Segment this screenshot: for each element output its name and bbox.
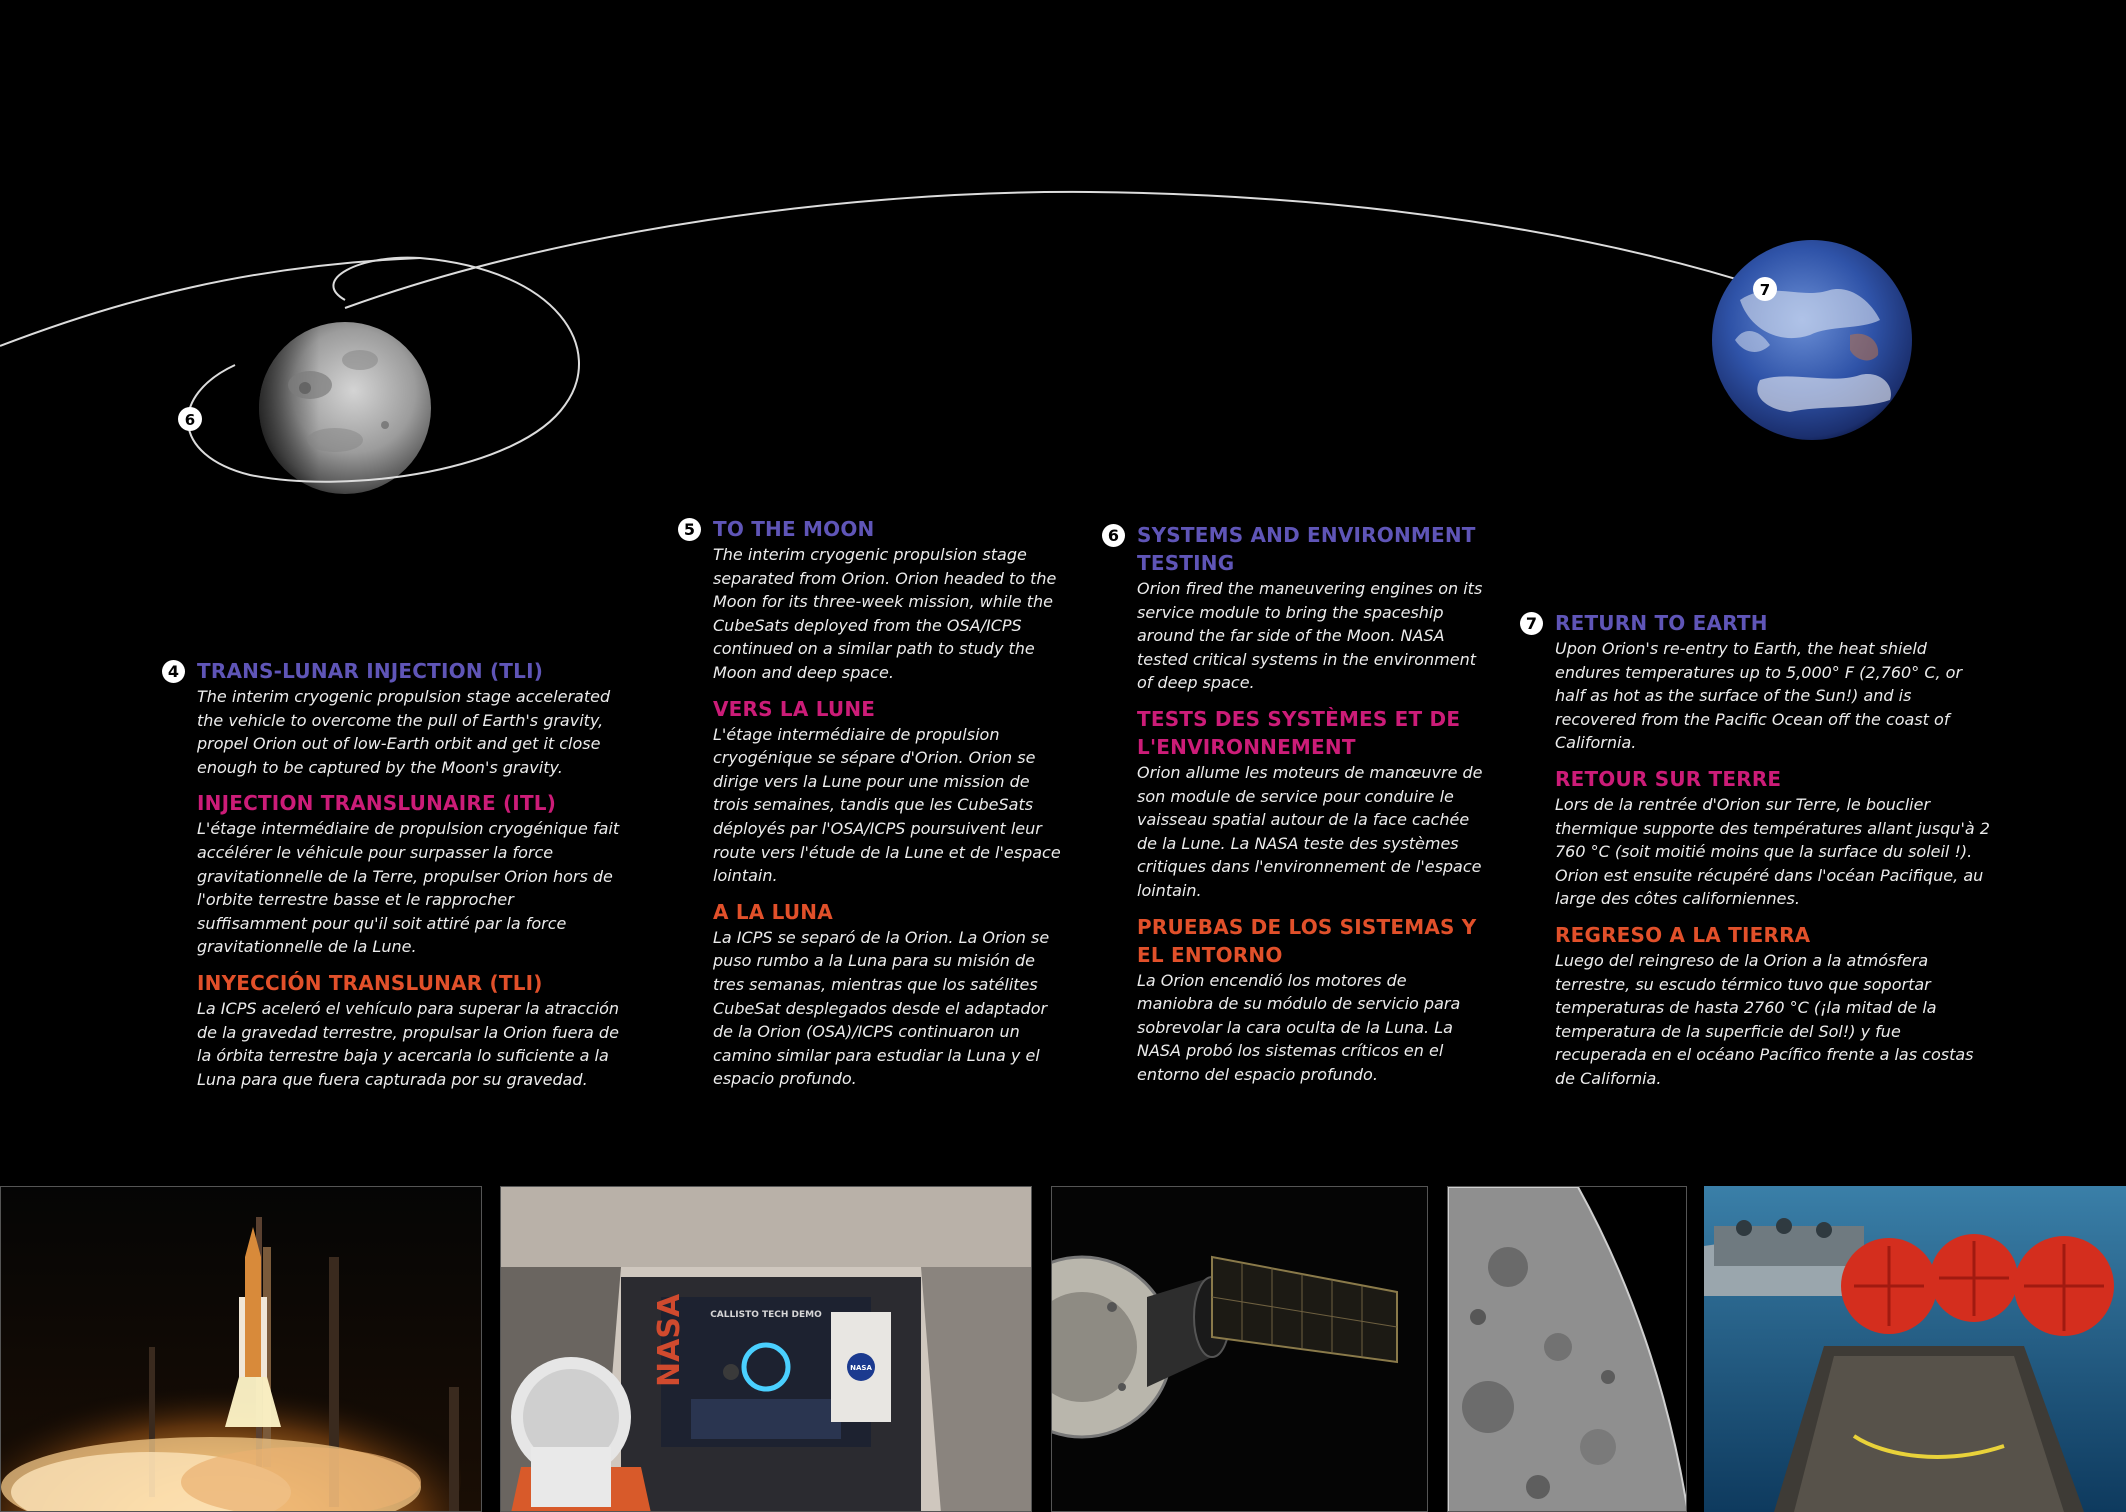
earth-image bbox=[1712, 240, 1912, 440]
heading-english: RETURN TO EARTH bbox=[1555, 611, 1768, 635]
step-number-badge: 6 bbox=[1102, 524, 1125, 547]
section-header bbox=[1525, 609, 1995, 637]
photo-lunar-surface bbox=[1447, 1186, 1687, 1512]
heading-spanish: INYECCIÓN TRANSLUNAR (TLI) bbox=[197, 970, 543, 995]
heading-french: TESTS DES SYSTÈMES ET DE L'ENVIRONNEMENT bbox=[1137, 706, 1461, 759]
svg-text:7: 7 bbox=[1759, 281, 1771, 299]
heading-spanish: A LA LUNA bbox=[713, 899, 833, 924]
marker-7-diagram bbox=[1753, 277, 1777, 301]
cabin-side-logo: NASA bbox=[652, 1293, 687, 1387]
heading-french: INJECTION TRANSLUNAIRE (ITL) bbox=[197, 791, 557, 816]
section-header bbox=[683, 515, 1063, 543]
photo-orion-ocean-recovery bbox=[1704, 1186, 2126, 1512]
text-english: The interim cryogenic propulsion stage separated from Orion. Orion headed to the Moon for its three-week mission, while the CubeSats deployed from the OSA/ICPS continued on a similar path to study the Moon and deep space. bbox=[713, 545, 1057, 682]
text-french: Lors de la rentrée d'Orion sur Terre, le bouclier thermique supporte des températures allant jusqu'à 2 760 °C (soit moitié moins que la surface du soleil !). Orion est ensuite récupéré dans l'océan Pacifique, au large des côtes californiennes. bbox=[1555, 794, 1990, 909]
photo-orion-service-module bbox=[1051, 1186, 1428, 1512]
heading-french: RETOUR SUR TERRE bbox=[1555, 766, 1782, 791]
heading-english: TRANS-LUNAR INJECTION (TLI) bbox=[197, 659, 544, 683]
text-french: L'étage intermédiaire de propulsion cryogénique fait accélérer le véhicule pour surpasser la force gravitationnelle de la Terre, propulser Orion hors de l'orbite terrestre basse et le rapprocher suffisamment pour qu'il soit attiré par la force gravitationnelle de la Lune. bbox=[197, 819, 620, 957]
heading-english: TO THE MOON bbox=[713, 517, 875, 541]
heading-spanish: REGRESO A LA TIERRA bbox=[1555, 922, 1811, 947]
cabin-panel-label: CALLISTO TECH DEMO bbox=[710, 1310, 822, 1320]
svg-text:6: 6 bbox=[184, 411, 196, 429]
section-return-to-earth bbox=[1525, 609, 1995, 1091]
heading-spanish: PRUEBAS DE LOS SISTEMAS Y EL ENTORNO bbox=[1137, 914, 1477, 967]
section-systems-environment-testing bbox=[1107, 521, 1487, 1087]
step-number-badge: 7 bbox=[1520, 612, 1543, 635]
moon-image bbox=[259, 322, 431, 494]
text-spanish: Luego del reingreso de la Orion a la atmósfera terrestre, su escudo térmico tuvo que soportar temperaturas de hasta 2760 °C (¡la mitad de la temperatura de la superficie del Sol!) y fue recuperada en el océano Pacífico frente a las costas de California. bbox=[1555, 950, 1974, 1088]
text-spanish: La ICPS se separó de la Orion. La Orion se puso rumbo a la Luna para su misión de tres semanas, mientras que los satélites CubeSat desplegados desde el adaptador de la Orion (OSA)/ICPS continuaron un camino similar para estudiar la Luna y el espacio profundo. bbox=[713, 927, 1050, 1089]
return-trajectory-path bbox=[345, 192, 1765, 308]
cabin-meatball-logo: NASA bbox=[850, 1364, 872, 1372]
section-header bbox=[1107, 521, 1487, 577]
marker-6-diagram bbox=[178, 407, 202, 431]
text-french: L'étage intermédiaire de propulsion cryogénique se sépare d'Orion. Orion se dirige vers la Lune pour une mission de trois semaines, tandis que les CubeSats déployés par l'OSA/ICPS poursuivent leur route vers l'étude de la Lune et de l'espace lointain. bbox=[713, 724, 1061, 886]
step-number-badge: 5 bbox=[678, 518, 701, 541]
text-spanish: La ICPS aceleró el vehículo para superar la atracción de la gravedad terrestre, propulsar la Orion fuera de la órbita terrestre baja y acercarla lo suficiente a la Luna para que fuera capturada por su gravedad. bbox=[197, 998, 620, 1089]
text-french: Orion allume les moteurs de manœuvre de son module de service pour conduire le vaisseau spatial autour de la face cachée de la Lune. La NASA teste des systèmes critiques dans l'environnement de l'espace lointain. bbox=[1137, 762, 1483, 900]
text-spanish: La Orion encendió los motores de maniobra de su módulo de servicio para sobrevolar la cara oculta de la Luna. La NASA probó los sistemas críticos en el entorno del espacio profundo. bbox=[1137, 970, 1461, 1084]
photo-orion-cabin bbox=[500, 1186, 1032, 1512]
step-number-badge: 4 bbox=[162, 660, 185, 683]
heading-english: SYSTEMS AND ENVIRONMENT TESTING bbox=[1137, 523, 1476, 575]
text-english: The interim cryogenic propulsion stage accelerated the vehicle to overcome the pull of Earth's gravity, propel Orion out of low-Earth orbit and get it close enough to be captured by the Moon's gravity. bbox=[197, 687, 611, 777]
section-header bbox=[167, 657, 627, 685]
photo-rocket-launch bbox=[0, 1186, 482, 1512]
section-trans-lunar-injection bbox=[167, 657, 627, 1091]
text-english: Upon Orion's re-entry to Earth, the heat shield endures temperatures up to 5,000° F (2,760° C, or half as hot as the surface of the Sun!) and is recovered from the Pacific Ocean off the coast of California. bbox=[1555, 639, 1963, 753]
section-to-the-moon bbox=[683, 515, 1063, 1091]
heading-french: VERS LA LUNE bbox=[713, 696, 876, 721]
text-english: Orion fired the maneuvering engines on its service module to bring the spaceship around the far side of the Moon. NASA tested critical systems in the environment of deep space. bbox=[1137, 579, 1483, 693]
